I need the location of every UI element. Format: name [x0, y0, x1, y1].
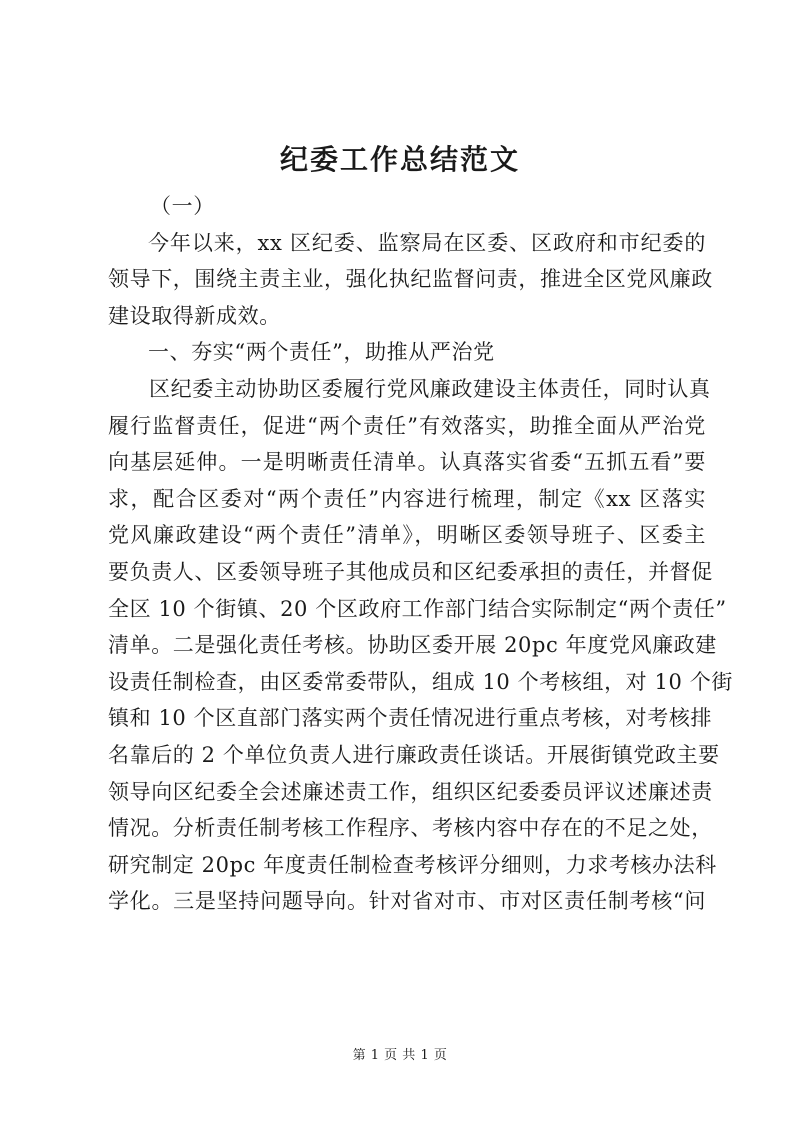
- paragraph-2-line: 向基层延伸。一是明晰责任清单。认真落实省委“五抓五看”要: [108, 450, 706, 475]
- document-title: 纪委工作总结范文: [279, 143, 520, 176]
- section-heading: 一、夯实“两个责任”，助推从严治党: [148, 340, 495, 365]
- paragraph-2-line: 设责任制检查，由区委常委带队，组成 10 个考核组，对 10 个街: [108, 669, 733, 694]
- paragraph-2-line: 全区 10 个街镇、20 个区政府工作部门结合实际制定“两个责任”: [108, 596, 727, 621]
- section-marker: （一）: [150, 194, 215, 218]
- paragraph-2-line: 要负责人、区委领导班子其他成员和区纪委承担的责任，并督促: [108, 559, 713, 584]
- paragraph-1-line: 领导下，围绕主责主业，强化执纪监督问责，推进全区党风廉政: [108, 267, 713, 292]
- paragraph-2-line: 学化。三是坚持问题导向。针对省对市、市对区责任制考核“问: [108, 889, 706, 914]
- paragraph-1-line: 建设取得新成效。: [108, 303, 281, 328]
- paragraph-2-line: 求，配合区委对“两个责任”内容进行梳理，制定《xx 区落实: [108, 486, 706, 511]
- paragraph-2-line: 镇和 10 个区直部门落实两个责任情况进行重点考核，对考核排: [108, 706, 713, 731]
- paragraph-2-line: 研究制定 20pc 年度责任制检查考核评分细则，力求考核办法科: [108, 852, 717, 877]
- paragraph-2-line: 履行监督责任，促进“两个责任”有效落实，助推全面从严治党: [108, 413, 706, 438]
- paragraph-1-line: 今年以来，xx 区纪委、监察局在区委、区政府和市纪委的: [148, 230, 706, 255]
- page-footer: 第 1 页 共 1 页: [352, 1048, 448, 1063]
- paragraph-2-line: 党风廉政建设“两个责任”清单》，明晰区委领导班子、区委主: [108, 523, 706, 548]
- paragraph-2-line: 情况。分析责任制考核工作程序、考核内容中存在的不足之处，: [108, 816, 713, 841]
- paragraph-2-line: 清单。二是强化责任考核。协助区委开展 20pc 年度党风廉政建: [108, 633, 717, 658]
- document-body: [108, 188, 733, 920]
- paragraph-2-line: 名靠后的 2 个单位负责人进行廉政责任谈话。开展街镇党政主要: [108, 742, 720, 767]
- paragraph-2-line: 区纪委主动协助区委履行党风廉政建设主体责任，同时认真: [149, 376, 711, 401]
- paragraph-2-line: 领导向区纪委全会述廉述责工作，组织区纪委委员评议述廉述责: [108, 779, 713, 804]
